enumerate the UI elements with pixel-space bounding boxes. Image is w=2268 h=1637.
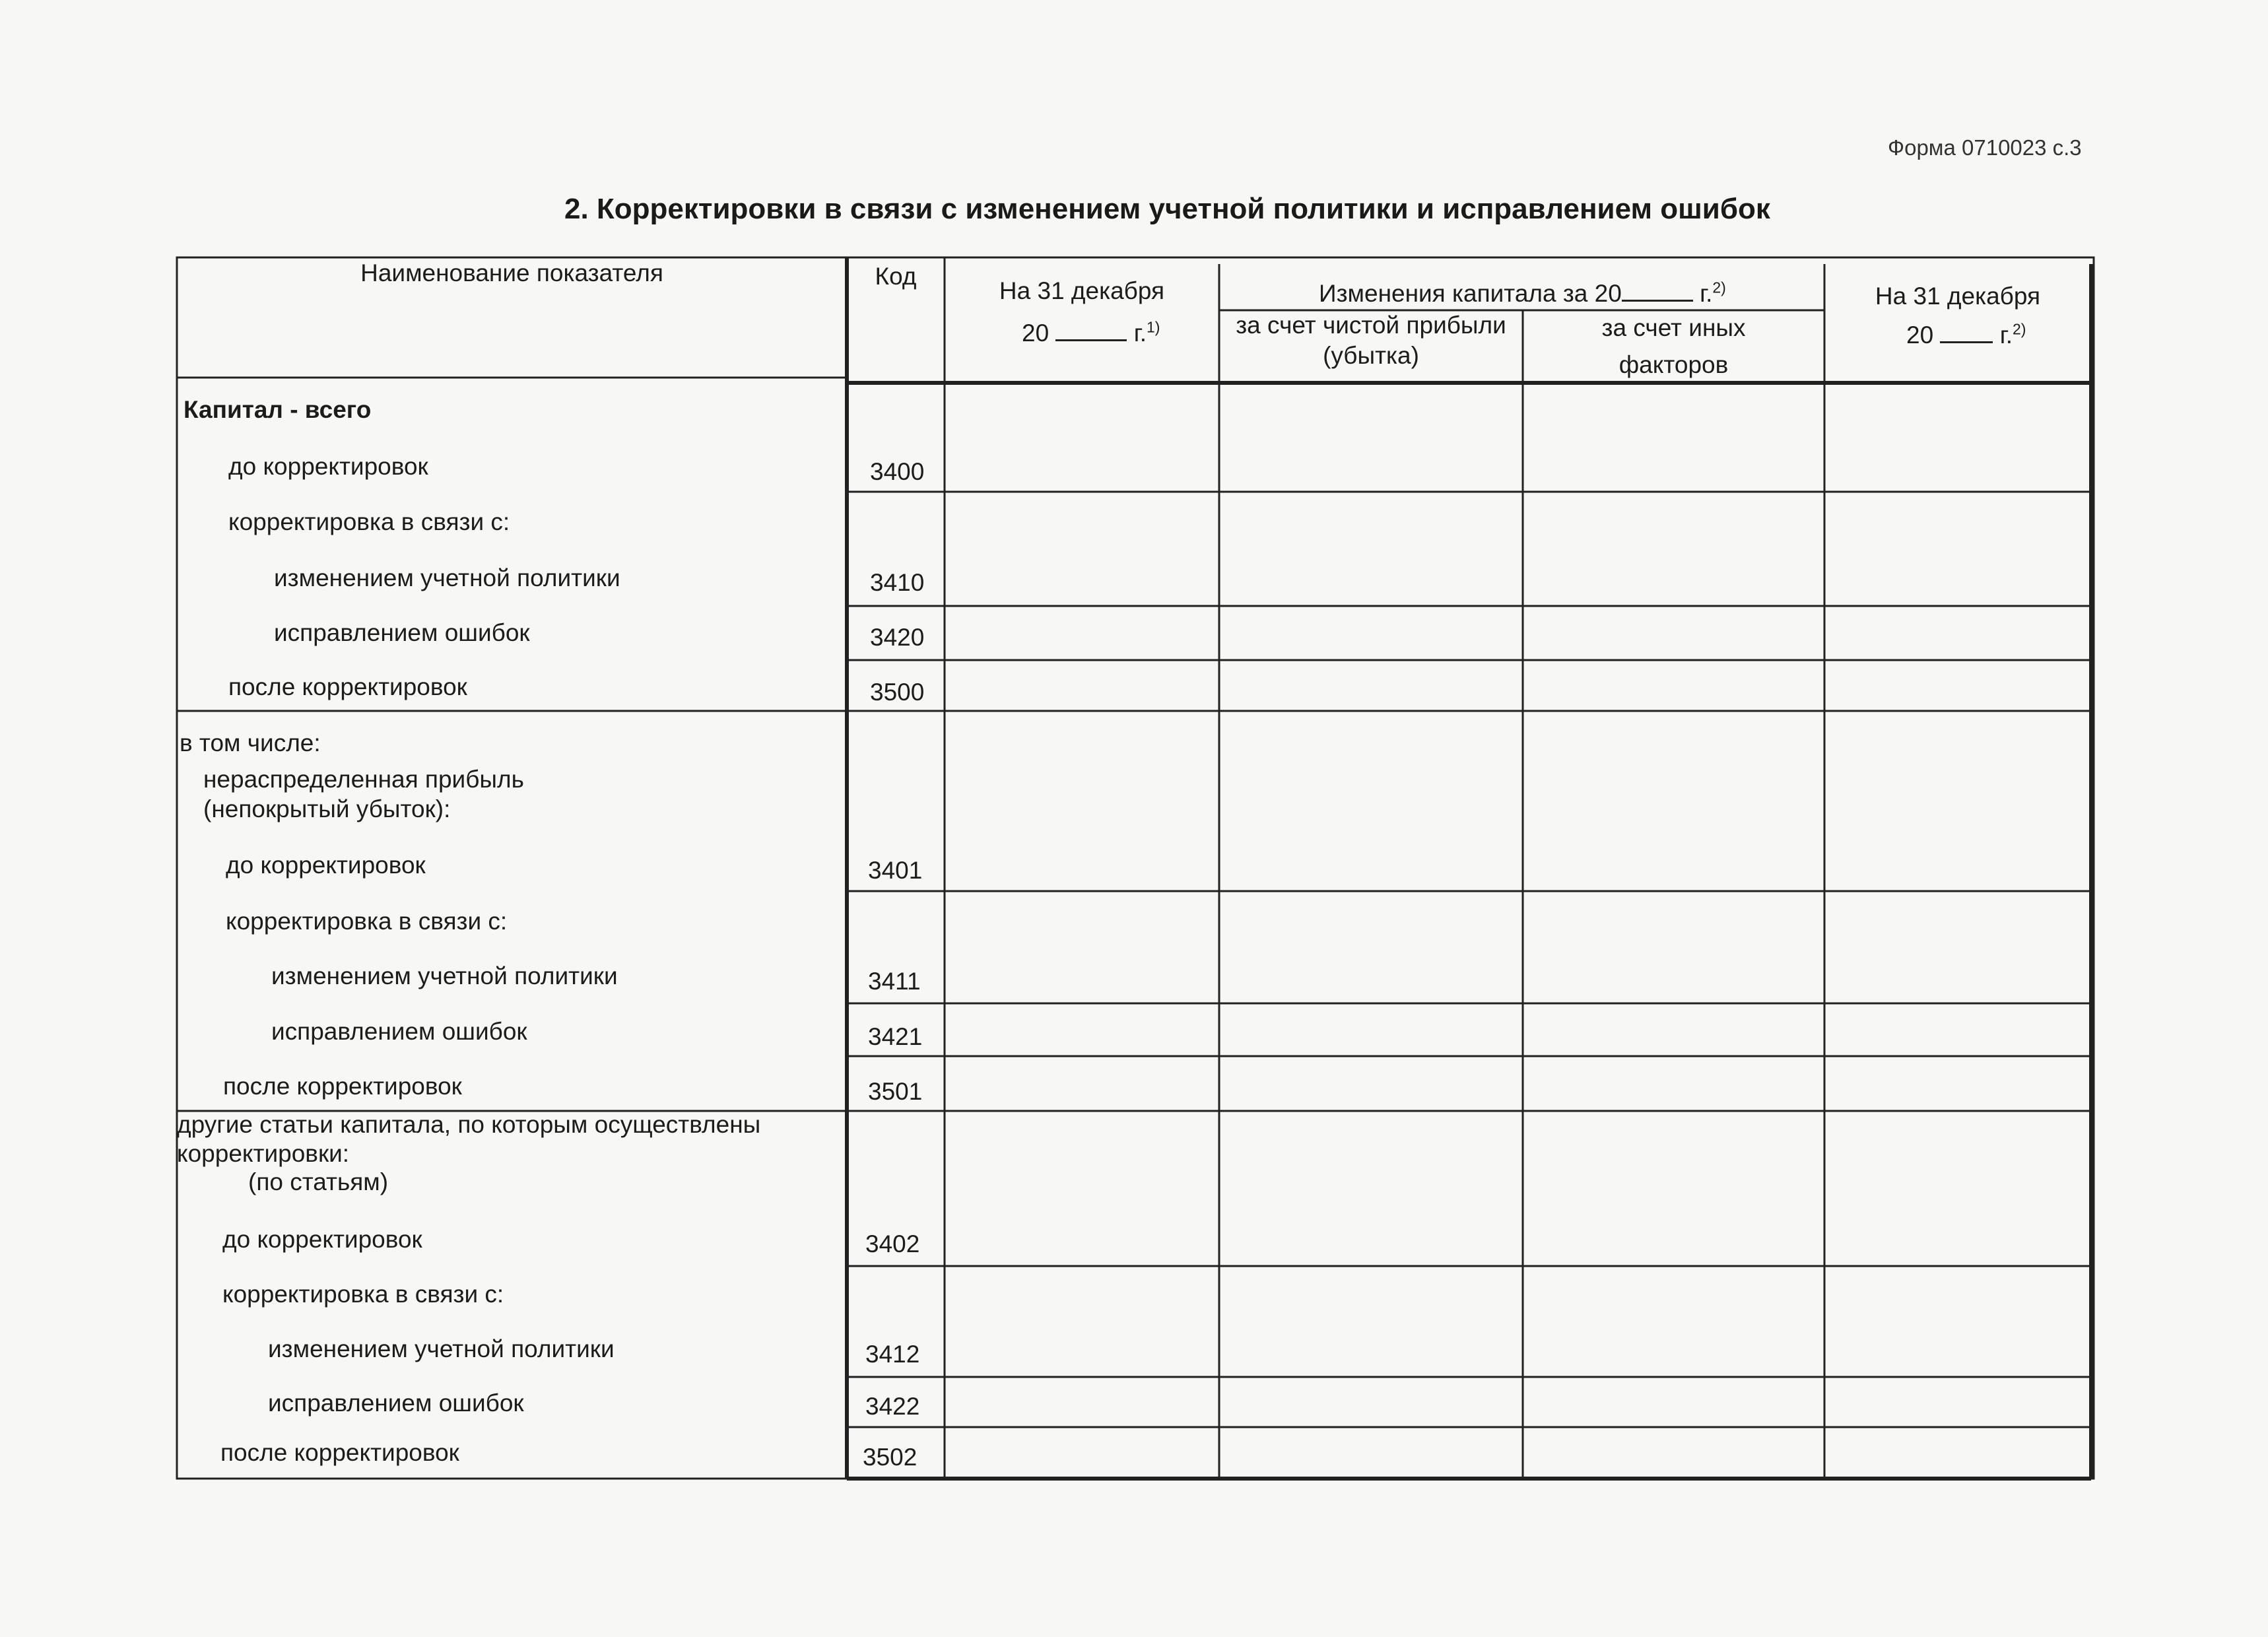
form-code: Форма 0710023 с.3 bbox=[1888, 135, 2082, 160]
row-label: до корректировок bbox=[222, 1226, 422, 1253]
section-heading: другие статьи капитала, по которым осуществлены bbox=[177, 1111, 761, 1138]
header-changes-note: 2) bbox=[1712, 279, 1726, 296]
row-label: исправлением ошибок bbox=[271, 1018, 527, 1045]
row-code: 3412 bbox=[865, 1341, 920, 1368]
header-end-date-line1: На 31 декабря bbox=[1875, 283, 2041, 310]
header-changes-year-suffix: г. bbox=[1700, 279, 1713, 307]
row-label: корректировка в связи с: bbox=[222, 1281, 504, 1308]
row-code: 3421 bbox=[868, 1023, 923, 1050]
header-end-year-suffix: г. bbox=[1999, 321, 2013, 349]
row-code: 3422 bbox=[865, 1393, 920, 1420]
header-name-column: Наименование показателя bbox=[360, 259, 663, 286]
row-label: после корректировок bbox=[220, 1439, 459, 1466]
row-code: 3411 bbox=[868, 968, 921, 995]
row-code: 3400 bbox=[870, 458, 925, 485]
row-label: после корректировок bbox=[223, 1073, 462, 1100]
end-year-blank bbox=[1940, 316, 1993, 343]
header-end-note: 2) bbox=[2012, 320, 2026, 338]
header-changes-group bbox=[1319, 274, 1726, 308]
header-start-date-line2 bbox=[1022, 314, 1160, 347]
section-heading: в том числе: bbox=[180, 729, 321, 756]
row-code: 3402 bbox=[865, 1230, 920, 1257]
row-label: исправлением ошибок bbox=[268, 1389, 524, 1417]
row-code: 3502 bbox=[863, 1444, 917, 1471]
row-label: изменением учетной политики bbox=[268, 1335, 615, 1362]
row-label: изменением учетной политики bbox=[271, 962, 618, 989]
section-heading: (непокрытый убыток): bbox=[203, 795, 451, 822]
row-code: 3501 bbox=[868, 1078, 923, 1105]
header-start-year-suffix: г. bbox=[1133, 319, 1147, 347]
row-label: корректировка в связи с: bbox=[226, 908, 508, 935]
header-start-note: 1) bbox=[1146, 318, 1160, 336]
section-heading: корректировки: bbox=[177, 1140, 350, 1167]
header-net-profit-line1: за счет чистой прибыли bbox=[1236, 312, 1506, 339]
row-label: до корректировок bbox=[226, 852, 426, 879]
changes-year-blank bbox=[1622, 274, 1693, 302]
start-year-blank bbox=[1055, 314, 1127, 341]
header-changes-group-label: Изменения капитала за 20 bbox=[1319, 279, 1622, 307]
header-end-date-line2 bbox=[1906, 316, 2026, 349]
row-label: корректировка в связи с: bbox=[228, 508, 510, 535]
row-label: после корректировок bbox=[228, 673, 467, 700]
row-label: исправлением ошибок bbox=[274, 619, 530, 646]
header-code-column: Код bbox=[875, 263, 917, 290]
header-other-factors-line2: факторов bbox=[1618, 351, 1729, 378]
header-start-date-line1: На 31 декабря bbox=[999, 277, 1165, 304]
section-heading: нераспределенная прибыль bbox=[203, 766, 524, 793]
header-end-century: 20 bbox=[1906, 321, 1934, 349]
page-title: 2. Корректировки в связи с изменением учетной политики и исправлением ошибок bbox=[564, 193, 1770, 225]
header-net-profit-line2: (убытка) bbox=[1323, 342, 1419, 369]
row-code: 3410 bbox=[870, 569, 925, 596]
row-code: 3401 bbox=[868, 857, 923, 884]
row-label: до корректировок bbox=[228, 453, 428, 480]
section-heading: Капитал - всего bbox=[183, 396, 372, 423]
row-code: 3420 bbox=[870, 624, 925, 651]
row-code: 3500 bbox=[870, 679, 925, 706]
row-label: изменением учетной политики bbox=[274, 564, 620, 591]
section-heading: (по статьям) bbox=[248, 1168, 389, 1195]
header-other-factors-line1: за счет иных bbox=[1601, 314, 1746, 341]
header-start-century: 20 bbox=[1022, 319, 1050, 347]
